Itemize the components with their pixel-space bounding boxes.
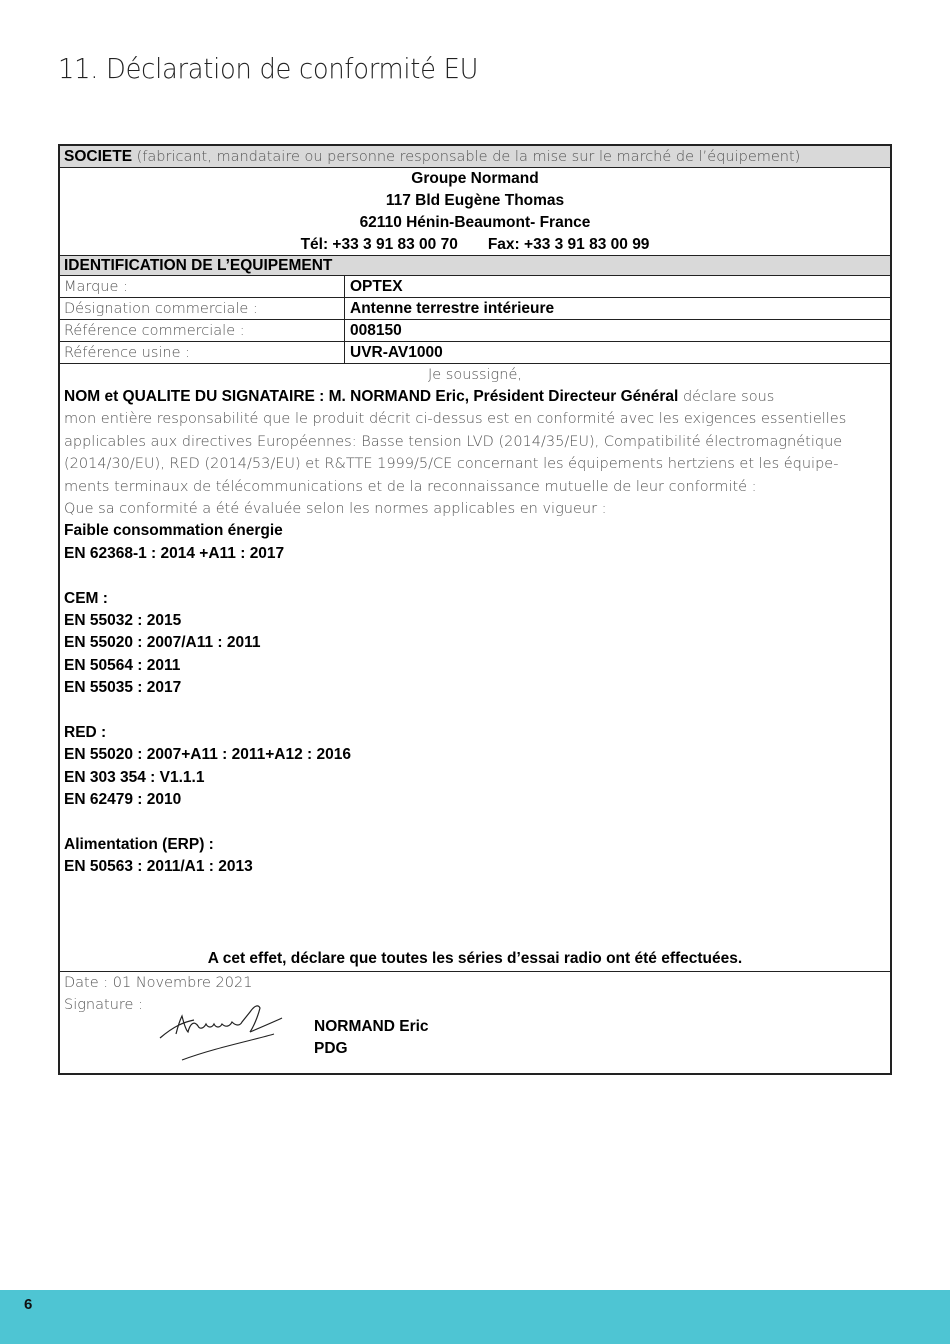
company-fax: Fax: +33 3 91 83 00 99: [487, 236, 650, 253]
declaration-line: (2014/30/EU), RED (2014/53/EU) et R&TTE 1999/5/CE concernant les équipements hertziens et les équipe-: [64, 456, 839, 473]
ident-label: Marque :: [64, 279, 128, 295]
ident-label: Désignation commerciale :: [64, 301, 258, 317]
signatory-line: [64, 386, 876, 408]
societe-header-title: SOCIETE: [64, 148, 133, 165]
standard-group-title: Alimentation (ERP) :: [64, 835, 214, 853]
ident-label: Référence commerciale :: [64, 323, 245, 339]
standard-item: EN 50563 : 2011/A1 : 2013: [64, 858, 253, 876]
ident-value: UVR-AV1000: [350, 344, 443, 361]
company-tel: Tél: +33 3 91 83 00 70: [300, 236, 458, 253]
signature-label: Signature :: [64, 997, 143, 1013]
footer-bar: [0, 1290, 950, 1344]
standard-item: EN 55035 : 2017: [64, 679, 182, 697]
declaration-line: applicables aux directives Européennes: Basse tension LVD (2014/35/EU), Compatibilité électromagnétique: [64, 433, 843, 450]
ident-value: Antenne terrestre intérieure: [350, 300, 555, 317]
ident-row-factory-ref: [60, 342, 890, 364]
declaration-form: [58, 144, 892, 1075]
company-name: Groupe Normand: [411, 170, 539, 187]
signatory-role: PDG: [314, 1040, 348, 1057]
declaration-line: ments terminaux de télécommunications et de la reconnaissance mutuelle de leur conformité :: [64, 478, 757, 495]
company-city: 62110 Hénin-Beaumont- France: [359, 214, 591, 231]
page-number: 6: [24, 1296, 33, 1313]
standard-item: EN 50564 : 2011: [64, 656, 181, 674]
ident-row-brand: [60, 276, 890, 298]
signatory-suffix: déclare sous: [678, 389, 775, 405]
page-title: 11. Déclaration de conformité EU: [58, 52, 479, 85]
ident-value: OPTEX: [350, 278, 403, 295]
standard-item: EN 62479 : 2010: [64, 791, 182, 809]
standard-item: EN 55020 : 2007+A11 : 2011+A12 : 2016: [64, 746, 351, 764]
signatory-name: NOM et QUALITE DU SIGNATAIRE : M. NORMAND Eric, Président Directeur Général: [64, 388, 679, 405]
declaration-body: [60, 364, 890, 972]
ident-column-divider: [344, 276, 345, 364]
standard-item: EN 55020 : 2007/A11 : 2011: [64, 634, 261, 652]
signatory-printed-name: NORMAND Eric: [314, 1018, 429, 1035]
ident-row-reference: [60, 320, 890, 342]
handwritten-signature: [154, 996, 284, 1066]
declaration-intro: Je soussigné,: [428, 367, 522, 383]
declaration-line: mon entière responsabilité que le produit décrit ci-dessus est en conformité avec les exigences essentielles: [64, 411, 847, 428]
societe-header: [60, 146, 890, 168]
identification-header: IDENTIFICATION DE L’EQUIPEMENT: [60, 256, 890, 276]
standard-item: EN 55032 : 2015: [64, 611, 182, 629]
ident-label: Référence usine :: [64, 345, 191, 361]
standard-item: EN 303 354 : V1.1.1: [64, 768, 205, 786]
identification-table: [60, 276, 890, 364]
ident-value: 008150: [350, 322, 402, 339]
standard-item: EN 62368-1 : 2014 +A11 : 2017: [64, 544, 285, 562]
declaration-closing: A cet effet, déclare que toutes les séries d’essai radio ont été effectuées.: [207, 950, 743, 967]
company-phone-fax: [60, 234, 890, 256]
standard-group-title: RED :: [64, 723, 107, 741]
standard-group-title: Faible consommation énergie: [64, 522, 283, 540]
standard-group-title: CEM :: [64, 589, 108, 607]
signature-date: Date : 01 Novembre 2021: [64, 975, 253, 991]
societe-header-note: (fabricant, mandataire ou personne responsable de la mise sur le marché de l’équipement): [132, 149, 801, 165]
ident-row-designation: [60, 298, 890, 320]
company-street: 117 Bld Eugène Thomas: [385, 192, 565, 209]
company-block: [60, 168, 890, 256]
declaration-line: Que sa conformité a été évaluée selon les normes applicables en vigueur :: [64, 500, 607, 517]
declaration-text: [64, 386, 876, 879]
